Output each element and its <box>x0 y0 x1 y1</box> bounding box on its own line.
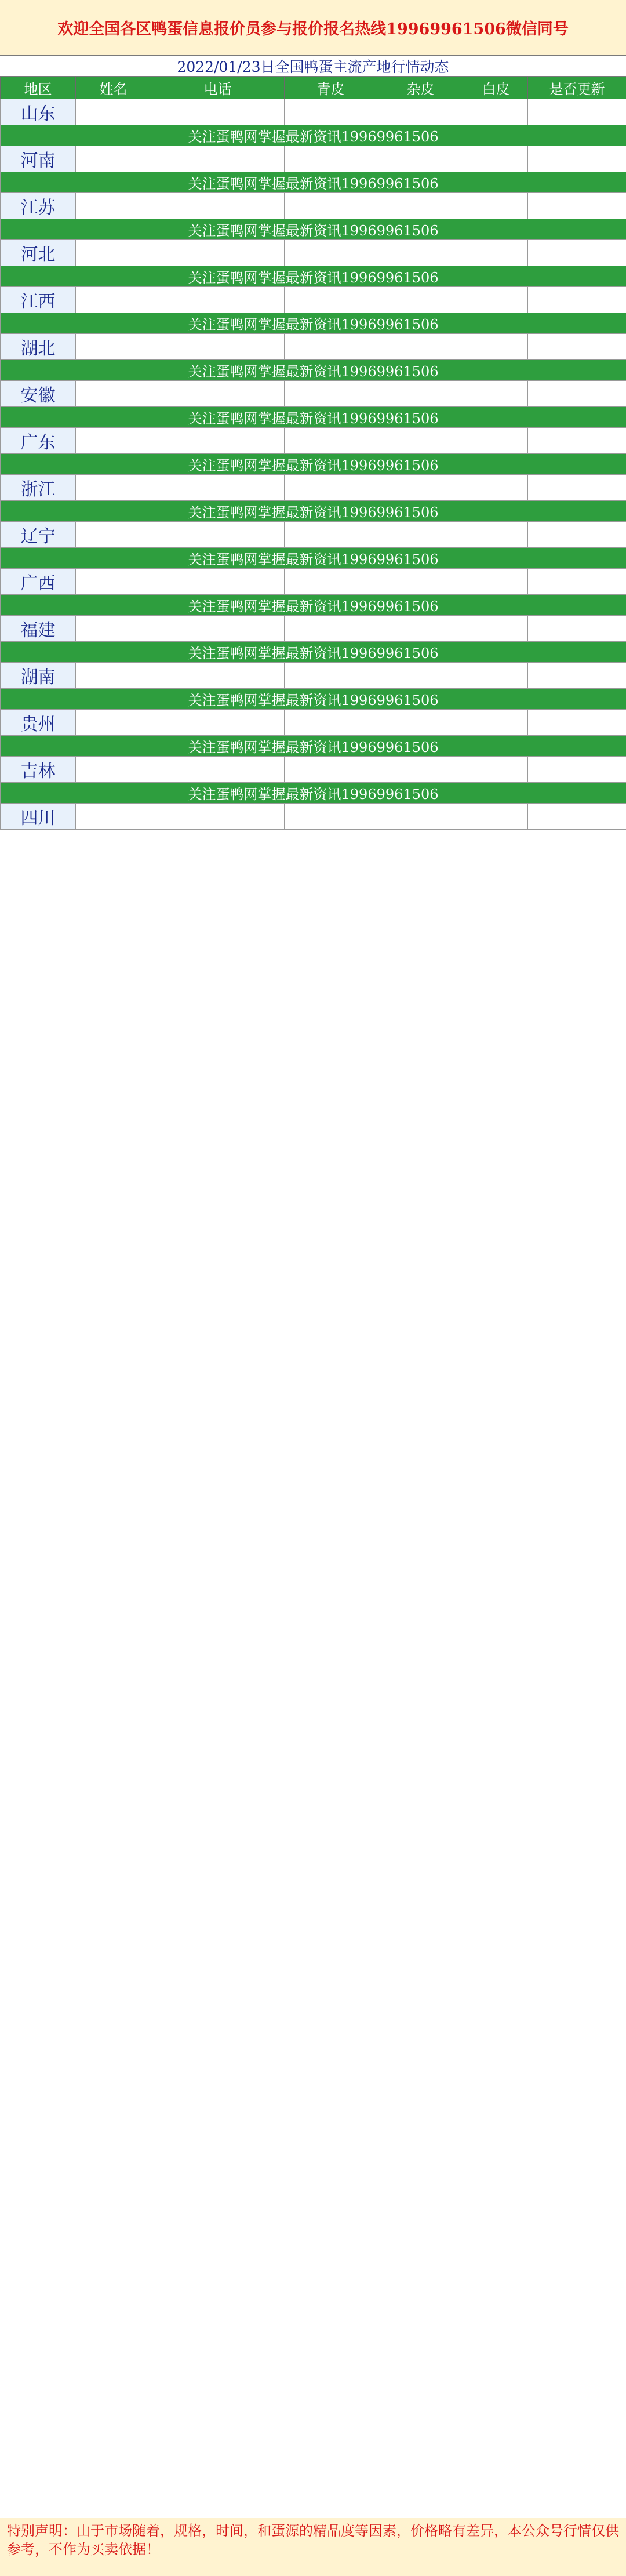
header-mixed-shell: 杂皮 <box>377 77 464 99</box>
table-cell <box>151 428 285 454</box>
separator-text: 关注蛋鸭网掌握最新资讯19969961506 <box>1 642 626 663</box>
table-cell <box>76 240 151 266</box>
table-cell <box>76 616 151 642</box>
table-cell <box>528 569 626 595</box>
separator-text: 关注蛋鸭网掌握最新资讯19969961506 <box>1 689 626 710</box>
header-green-shell: 青皮 <box>285 77 377 99</box>
province-name: 江西 <box>1 287 76 313</box>
separator-row <box>1 689 626 710</box>
table-cell <box>464 475 528 501</box>
province-name: 福建 <box>1 616 76 642</box>
separator-row <box>1 736 626 757</box>
table-cell <box>76 710 151 736</box>
price-table <box>0 77 626 830</box>
table-cell <box>377 569 464 595</box>
table-cell <box>528 616 626 642</box>
table-cell <box>151 569 285 595</box>
header-region: 地区 <box>1 77 76 99</box>
table-cell <box>528 475 626 501</box>
table-cell <box>151 616 285 642</box>
province-name: 辽宁 <box>1 522 76 548</box>
table-cell <box>377 616 464 642</box>
table-cell <box>76 475 151 501</box>
table-cell <box>285 804 377 830</box>
table-cell <box>76 193 151 219</box>
table-cell <box>76 99 151 125</box>
table-cell <box>528 663 626 689</box>
table-cell <box>464 146 528 172</box>
table-cell <box>285 240 377 266</box>
table-row <box>1 381 626 407</box>
table-cell <box>76 804 151 830</box>
table-cell <box>151 522 285 548</box>
table-cell <box>377 757 464 783</box>
table-cell <box>285 663 377 689</box>
separator-text: 关注蛋鸭网掌握最新资讯19969961506 <box>1 266 626 287</box>
table-row <box>1 710 626 736</box>
table-cell <box>464 757 528 783</box>
province-name: 浙江 <box>1 475 76 501</box>
separator-row <box>1 548 626 569</box>
province-name: 广西 <box>1 569 76 595</box>
table-cell <box>151 193 285 219</box>
table-cell <box>464 569 528 595</box>
table-cell <box>528 381 626 407</box>
table-cell <box>285 475 377 501</box>
table-cell <box>76 146 151 172</box>
table-cell <box>151 381 285 407</box>
province-name: 河南 <box>1 146 76 172</box>
table-cell <box>285 616 377 642</box>
separator-text: 关注蛋鸭网掌握最新资讯19969961506 <box>1 172 626 193</box>
table-cell <box>464 99 528 125</box>
separator-row <box>1 454 626 475</box>
table-cell <box>285 710 377 736</box>
table-cell <box>528 710 626 736</box>
table-cell <box>151 99 285 125</box>
table-cell <box>464 381 528 407</box>
separator-row <box>1 172 626 193</box>
table-cell <box>464 334 528 360</box>
province-name: 江苏 <box>1 193 76 219</box>
table-cell <box>464 240 528 266</box>
separator-row <box>1 313 626 334</box>
table-cell <box>464 663 528 689</box>
table-cell <box>151 334 285 360</box>
page-title: 2022/01/23日全国鸭蛋主流产地行情动态 <box>0 56 626 77</box>
table-row <box>1 522 626 548</box>
header-name: 姓名 <box>76 77 151 99</box>
table-cell <box>528 522 626 548</box>
table-row <box>1 475 626 501</box>
table-cell <box>377 522 464 548</box>
separator-text: 关注蛋鸭网掌握最新资讯19969961506 <box>1 219 626 240</box>
table-cell <box>76 334 151 360</box>
province-name: 湖北 <box>1 334 76 360</box>
table-cell <box>377 804 464 830</box>
table-cell <box>377 381 464 407</box>
separator-text: 关注蛋鸭网掌握最新资讯19969961506 <box>1 360 626 381</box>
separator-row <box>1 266 626 287</box>
table-cell <box>528 334 626 360</box>
footer-disclaimer: 特别声明：由于市场随着，规格，时间，和蛋源的精品度等因素，价格略有差异，本公众号行情仅供参考，不作为买卖依据！ <box>0 2518 626 2576</box>
table-cell <box>377 99 464 125</box>
separator-row <box>1 360 626 381</box>
table-row <box>1 757 626 783</box>
table-cell <box>151 804 285 830</box>
table-cell <box>151 146 285 172</box>
separator-row <box>1 642 626 663</box>
separator-text: 关注蛋鸭网掌握最新资讯19969961506 <box>1 783 626 804</box>
table-cell <box>285 522 377 548</box>
table-cell <box>464 616 528 642</box>
table-cell <box>151 663 285 689</box>
table-cell <box>528 804 626 830</box>
table-cell <box>377 428 464 454</box>
separator-text: 关注蛋鸭网掌握最新资讯19969961506 <box>1 501 626 522</box>
header-white-shell: 白皮 <box>464 77 528 99</box>
table-cell <box>151 287 285 313</box>
separator-text: 关注蛋鸭网掌握最新资讯19969961506 <box>1 313 626 334</box>
table-row <box>1 99 626 125</box>
separator-text: 关注蛋鸭网掌握最新资讯19969961506 <box>1 548 626 569</box>
table-header-row <box>1 77 626 99</box>
table-row <box>1 287 626 313</box>
table-cell <box>76 569 151 595</box>
header-updated: 是否更新 <box>528 77 626 99</box>
table-row <box>1 428 626 454</box>
province-name: 湖南 <box>1 663 76 689</box>
province-name: 贵州 <box>1 710 76 736</box>
table-cell <box>76 381 151 407</box>
table-cell <box>151 757 285 783</box>
table-cell <box>285 146 377 172</box>
table-cell <box>151 475 285 501</box>
province-name: 四川 <box>1 804 76 830</box>
separator-text: 关注蛋鸭网掌握最新资讯19969961506 <box>1 125 626 146</box>
table-cell <box>285 287 377 313</box>
table-cell <box>377 710 464 736</box>
table-cell <box>528 240 626 266</box>
table-cell <box>464 710 528 736</box>
table-row <box>1 804 626 830</box>
table-body <box>1 99 626 830</box>
separator-row <box>1 125 626 146</box>
separator-text: 关注蛋鸭网掌握最新资讯19969961506 <box>1 736 626 757</box>
table-row <box>1 334 626 360</box>
table-cell <box>76 428 151 454</box>
table-cell <box>377 287 464 313</box>
province-name: 安徽 <box>1 381 76 407</box>
table-cell <box>76 287 151 313</box>
separator-text: 关注蛋鸭网掌握最新资讯19969961506 <box>1 454 626 475</box>
table-row <box>1 569 626 595</box>
table-row <box>1 663 626 689</box>
table-cell <box>377 475 464 501</box>
table-cell <box>151 710 285 736</box>
table-cell <box>76 522 151 548</box>
separator-row <box>1 501 626 522</box>
table-cell <box>285 757 377 783</box>
banner: 欢迎全国各区鸭蛋信息报价员参与报价报名热线19969961506微信同号 <box>0 0 626 56</box>
table-cell <box>464 193 528 219</box>
table-cell <box>528 287 626 313</box>
table-cell <box>76 663 151 689</box>
table-row <box>1 616 626 642</box>
table-row <box>1 146 626 172</box>
separator-row <box>1 219 626 240</box>
table-cell <box>285 334 377 360</box>
province-name: 山东 <box>1 99 76 125</box>
table-cell <box>464 522 528 548</box>
table-cell <box>377 240 464 266</box>
table-cell <box>377 146 464 172</box>
table-cell <box>76 757 151 783</box>
table-cell <box>464 804 528 830</box>
separator-row <box>1 783 626 804</box>
table-cell <box>285 381 377 407</box>
table-cell <box>464 428 528 454</box>
table-cell <box>528 146 626 172</box>
province-name: 吉林 <box>1 757 76 783</box>
table-cell <box>151 240 285 266</box>
table-cell <box>528 428 626 454</box>
table-cell <box>528 193 626 219</box>
header-phone: 电话 <box>151 77 285 99</box>
table-cell <box>285 99 377 125</box>
table-cell <box>464 287 528 313</box>
table-cell <box>377 334 464 360</box>
province-name: 河北 <box>1 240 76 266</box>
table-cell <box>528 99 626 125</box>
table-row <box>1 193 626 219</box>
table-cell <box>285 428 377 454</box>
separator-row <box>1 407 626 428</box>
table-cell <box>377 193 464 219</box>
table-cell <box>285 193 377 219</box>
separator-text: 关注蛋鸭网掌握最新资讯19969961506 <box>1 595 626 616</box>
table-row <box>1 240 626 266</box>
table-cell <box>377 663 464 689</box>
table-cell <box>285 569 377 595</box>
separator-row <box>1 595 626 616</box>
separator-text: 关注蛋鸭网掌握最新资讯19969961506 <box>1 407 626 428</box>
table-cell <box>528 757 626 783</box>
province-name: 广东 <box>1 428 76 454</box>
